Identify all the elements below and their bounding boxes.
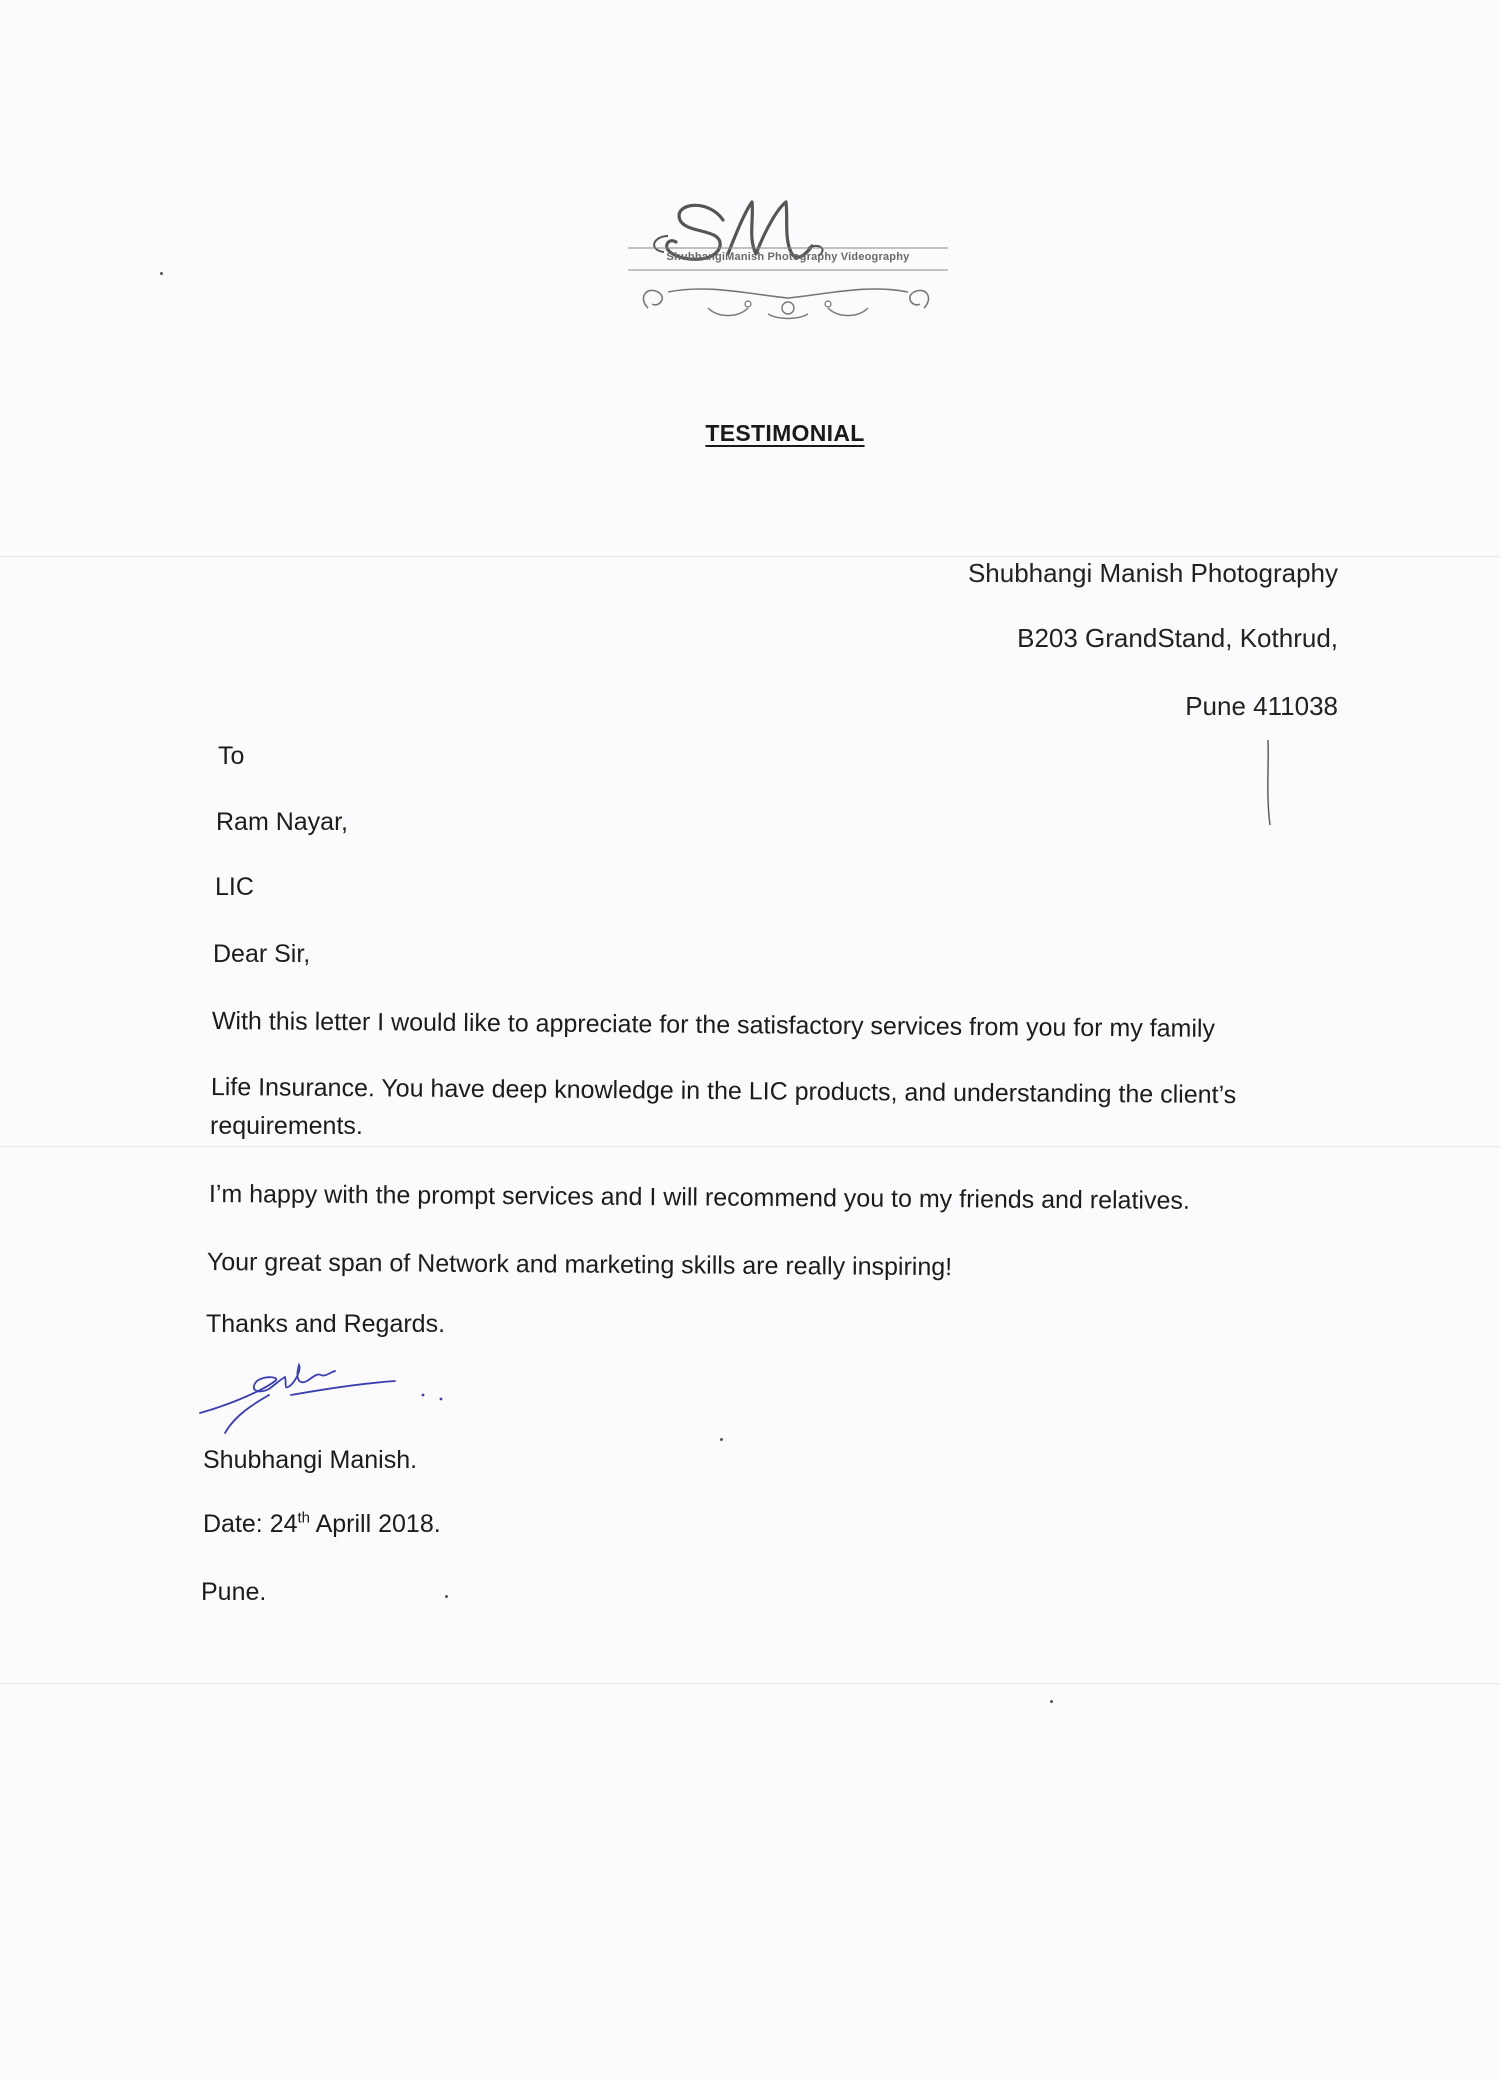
sender-address-line3: Pune 411038 bbox=[1185, 691, 1338, 721]
recipient-name: Ram Nayar, bbox=[216, 808, 348, 836]
letterhead-logo bbox=[628, 158, 948, 328]
body-line: requirements. bbox=[210, 1112, 363, 1140]
recipient-to: To bbox=[218, 742, 245, 770]
body-line: Your great span of Network and marketing skills are really inspiring! bbox=[206, 1248, 953, 1282]
recipient-organization: LIC bbox=[215, 873, 254, 901]
sm-monogram-icon bbox=[628, 158, 948, 328]
sender-address-line1: Shubhangi Manish Photography bbox=[967, 558, 1338, 588]
closing: Thanks and Regards. bbox=[206, 1310, 446, 1338]
body-line: I’m happy with the prompt services and I will recommend you to my friends and relatives. bbox=[208, 1180, 1190, 1215]
body-line: Life Insurance. You have deep knowledge in the LIC products, and understanding the client’s bbox=[210, 1073, 1237, 1110]
document-title: TESTIMONIAL bbox=[705, 420, 865, 446]
signatory-name: Shubhangi Manish. bbox=[203, 1446, 418, 1474]
paper-speck bbox=[1050, 1700, 1053, 1703]
salutation: Dear Sir, bbox=[213, 940, 311, 968]
paper-speck bbox=[445, 1595, 448, 1598]
date-prefix: Date: 24 bbox=[203, 1510, 298, 1538]
handwritten-signature bbox=[195, 1355, 455, 1435]
body-line: With this letter I would like to appreciate for the satisfactory services from you for my family bbox=[211, 1007, 1216, 1043]
sender-address-line2: B203 GrandStand, Kothrud, bbox=[1017, 623, 1338, 653]
date-ordinal-suffix: th bbox=[297, 1509, 311, 1527]
paper-speck bbox=[160, 272, 163, 275]
paper-fold-line bbox=[0, 1146, 1500, 1148]
paper-fold-line bbox=[0, 1683, 1500, 1685]
paper-speck bbox=[720, 1438, 723, 1441]
letter-place: Pune. bbox=[201, 1578, 267, 1606]
letter-date bbox=[203, 1510, 441, 1539]
letterhead-tagline: ShubhangiManish Photography Videography bbox=[666, 251, 910, 263]
pen-mark bbox=[1258, 735, 1278, 830]
date-rest: Aprill 2018. bbox=[310, 1510, 441, 1538]
